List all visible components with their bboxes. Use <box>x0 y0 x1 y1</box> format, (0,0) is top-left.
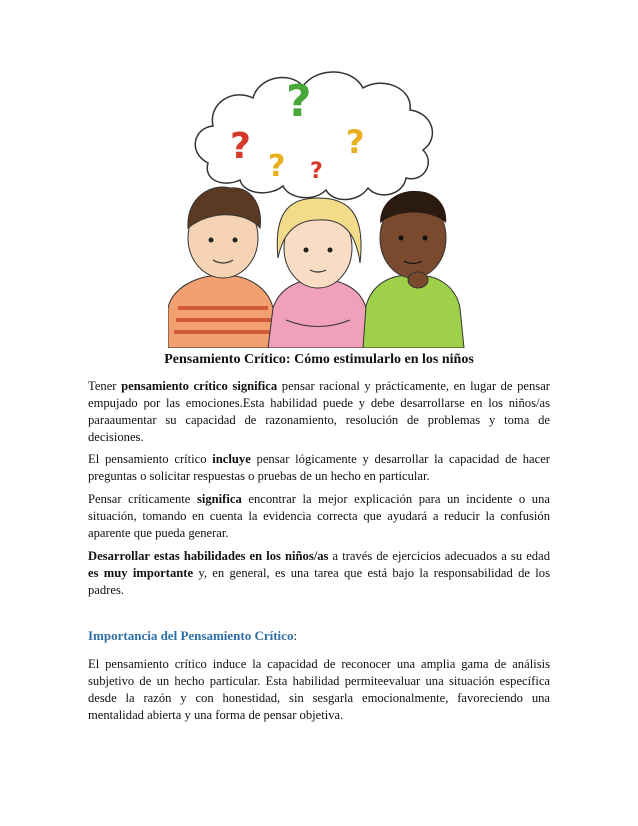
page-title: Pensamiento Crítico: Cómo estimularlo en los niños <box>164 352 474 367</box>
question-mark-red-icon: ? <box>310 159 323 184</box>
paragraph-1: Tener pensamiento crítico significa pensar racional y prácticamente, en lugar de pensar empujado por las emociones.Esta habilidad puede y debe desarrollarse en los niños/as paraaumentar su capacidad de razonamiento, resolución de problemas y toma de decisiones. <box>88 379 550 444</box>
question-mark-green-icon: ? <box>286 76 312 127</box>
section-heading: Importancia del Pensamiento Crítico: <box>88 628 298 643</box>
question-mark-yellow-icon: ? <box>346 123 365 161</box>
thinking-children-illustration <box>168 58 468 348</box>
boy-right <box>363 191 464 348</box>
paragraph-5: El pensamiento crítico induce la capacidad de reconocer una amplia gama de análisis subjetivo de un hecho particular. Esta habilidad permiteevaluar una situación específica desde la razón y con honestidad, sin sesgarla emocionalmente, favoreciendo una mentalidad abierta y una forma de pensar objetiva. <box>88 657 550 722</box>
question-mark-red-icon: ? <box>230 126 251 167</box>
paragraph-2: El pensamiento crítico incluye pensar lógicamente y desarrollar la capacidad de hacer preguntas o solicitar respuestas o pruebas de un hecho en particular. <box>88 452 550 483</box>
question-mark-yellow-icon: ? <box>268 149 286 184</box>
paragraph-3: Pensar críticamente significa encontrar la mejor explicación para un incidente o una situación, tomando en cuenta la evidencia correcta que ayudará a reducir la confusión aparente que pueda generar. <box>88 492 550 540</box>
boy-left <box>168 187 276 348</box>
girl-middle <box>268 198 370 348</box>
paragraph-4: Desarrollar estas habilidades en los niños/as a través de ejercicios adecuados a su edad es muy importante y, en general, es una tarea que está bajo la responsabilidad de los padres. <box>88 549 550 597</box>
